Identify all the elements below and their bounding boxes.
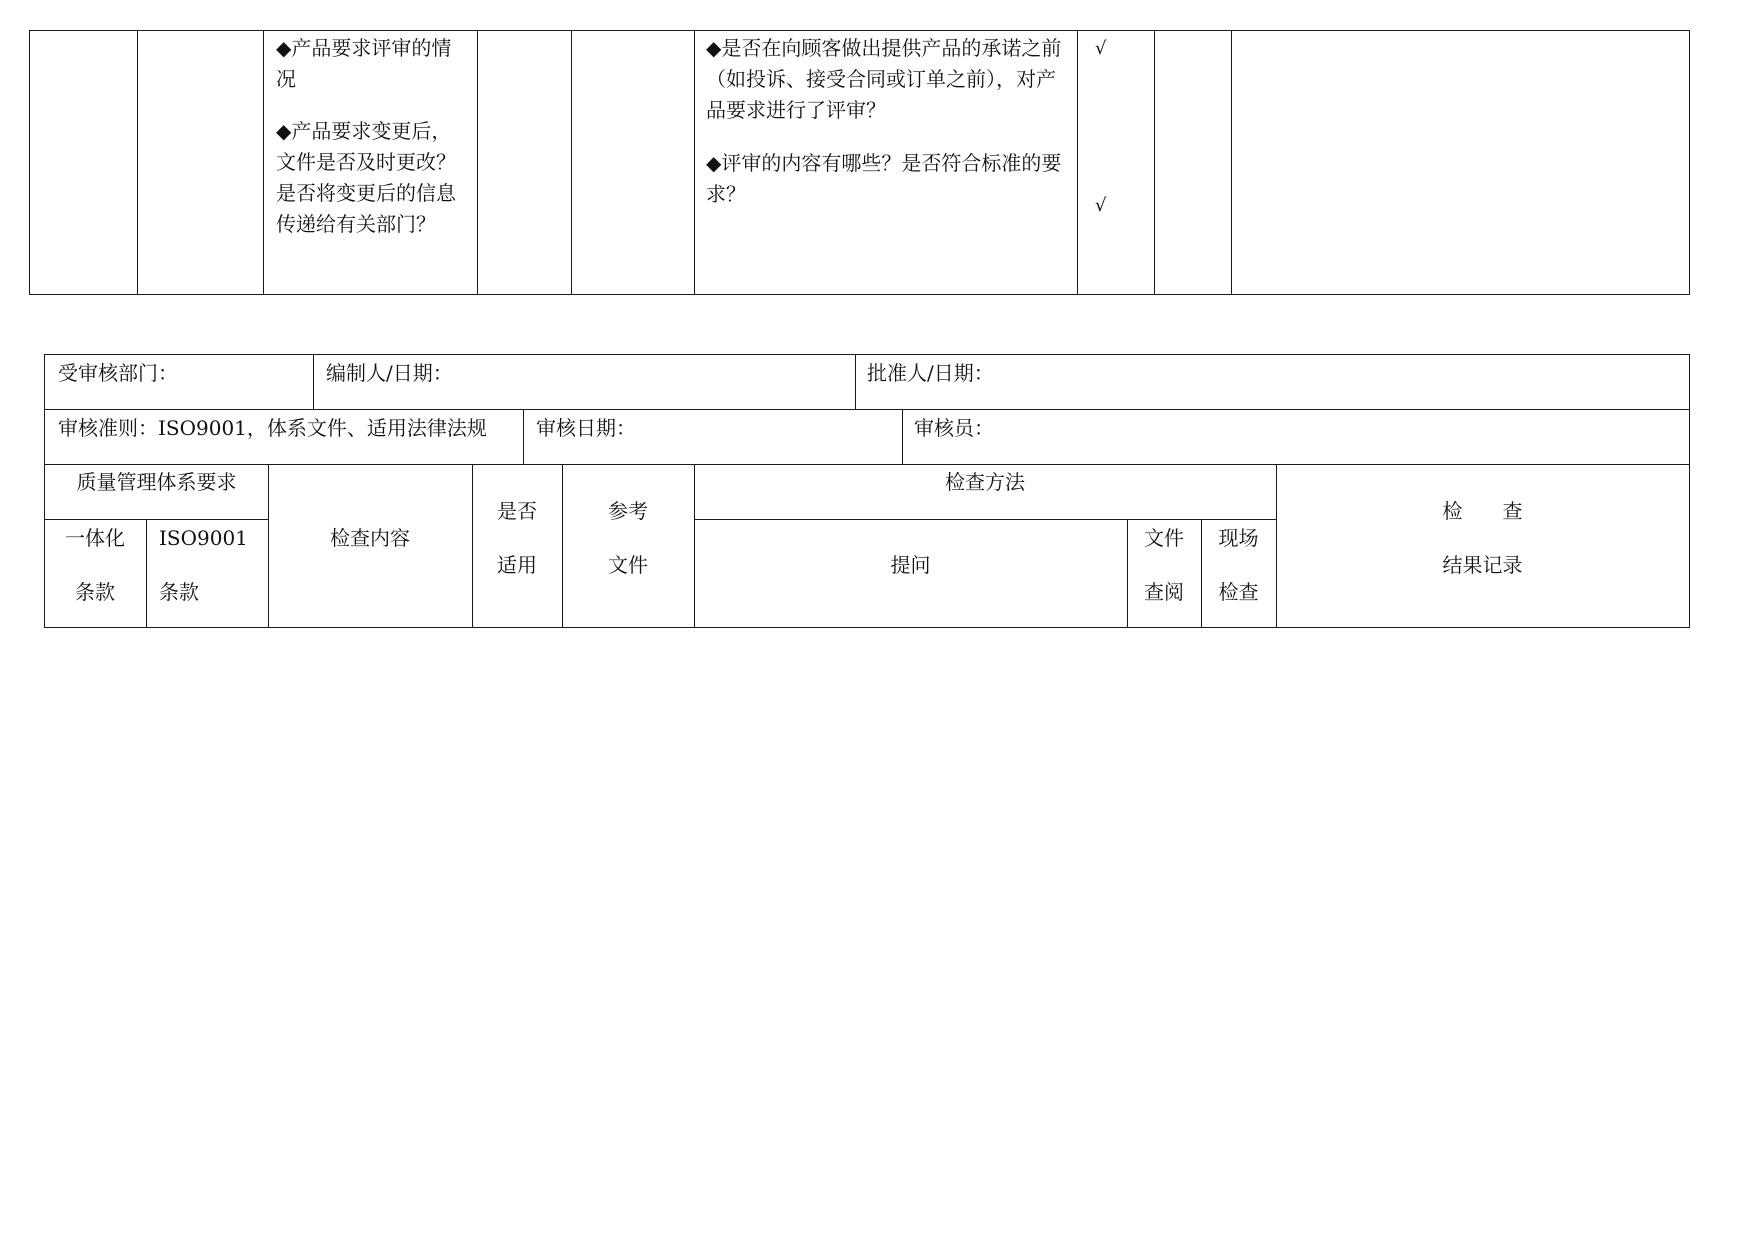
auditor-label: 审核员： <box>914 416 994 440</box>
iso-clause-header: 条款 <box>159 580 199 604</box>
column-divider <box>313 354 314 410</box>
table-border-right <box>1689 354 1690 628</box>
column-divider <box>855 354 856 410</box>
row-divider <box>44 409 1690 410</box>
table-border-top <box>44 354 1690 355</box>
doc-review-header: 查阅 <box>1144 580 1184 604</box>
question-item: ◆评审的内容有哪些？是否符合标准的要求？ <box>706 151 1062 206</box>
column-divider <box>472 464 473 628</box>
column-divider <box>137 30 138 295</box>
column-divider <box>477 30 478 295</box>
column-divider <box>1231 30 1232 295</box>
reference-docs-header: 参考 <box>608 499 648 523</box>
table-border-top <box>29 30 1689 31</box>
column-divider <box>694 30 695 295</box>
onsite-check-header: 现场 <box>1218 526 1259 550</box>
result-record-header: 检 查 <box>1442 499 1523 523</box>
checkmark: √ <box>1095 195 1107 216</box>
checkmark: √ <box>1095 38 1107 59</box>
approved-by-label: 批准人/日期： <box>867 361 994 385</box>
check-content-item: ◆产品要求变更后，文件是否及时更改？是否将变更后的信息传递给有关部门？ <box>276 119 456 236</box>
column-divider <box>902 409 903 465</box>
check-content-item: ◆产品要求评审的情况 <box>276 36 452 91</box>
check-content-header: 检查内容 <box>330 526 410 550</box>
integrated-clause-header: 一体化 <box>65 526 125 550</box>
integrated-clause-header: 条款 <box>75 580 115 604</box>
row-divider <box>44 464 1690 465</box>
column-divider <box>263 30 264 295</box>
row-divider <box>44 519 269 520</box>
audit-date-label: 审核日期： <box>536 416 636 440</box>
row-divider <box>694 519 1276 520</box>
audited-department-label: 受审核部门： <box>58 361 178 385</box>
table-border-bottom <box>29 294 1689 295</box>
applicable-header: 是否 <box>497 499 537 523</box>
onsite-check-header: 检查 <box>1218 580 1259 604</box>
column-divider <box>29 30 30 295</box>
column-divider <box>1276 464 1277 628</box>
check-method-header: 检查方法 <box>945 470 1025 494</box>
audit-criteria-label: 审核准则：ISO9001，体系文件、适用法律法规 <box>58 416 487 440</box>
question-item: ◆是否在向顾客做出提供产品的承诺之前（如投诉、接受合同或订单之前），对产品要求进行了评审？ <box>706 36 1062 122</box>
column-divider <box>1154 30 1155 295</box>
doc-review-header: 文件 <box>1144 526 1184 550</box>
result-record-header: 结果记录 <box>1442 553 1523 577</box>
column-divider <box>1077 30 1078 295</box>
question-header: 提问 <box>890 553 931 577</box>
column-divider <box>562 464 563 628</box>
prepared-by-label: 编制人/日期： <box>326 361 453 385</box>
column-divider <box>523 409 524 465</box>
column-divider <box>1689 30 1690 295</box>
table-border-bottom <box>44 627 1690 628</box>
applicable-header: 适用 <box>497 553 537 577</box>
qms-requirements-header: 质量管理体系要求 <box>76 470 237 494</box>
column-divider <box>146 519 147 628</box>
reference-docs-header: 文件 <box>608 553 648 577</box>
column-divider <box>571 30 572 295</box>
iso-clause-header: ISO9001 <box>159 526 248 550</box>
